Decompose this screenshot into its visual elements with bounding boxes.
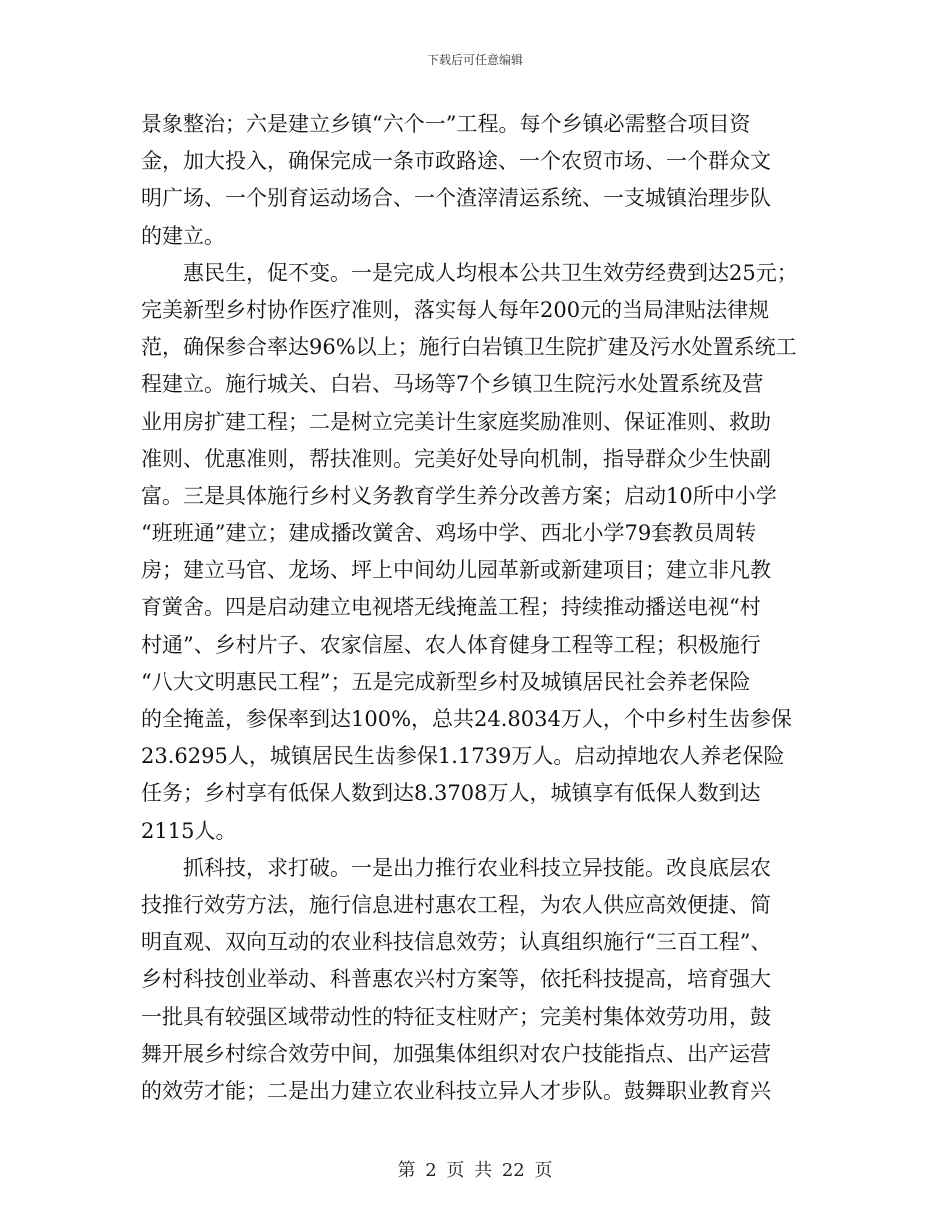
text-line: 景象整治；六是建立乡镇“六个一”工程。每个乡镇必需整合项目资: [141, 112, 751, 136]
text-line: 技推行效劳方法，施行信息进村惠农工程，为农人供应高效便捷、简: [141, 892, 771, 917]
text-line: 惠民生，促不变。一是完成人均根本公共卫生效劳经费到达25元；: [141, 260, 798, 285]
text-line: 乡村科技创业举动、科普惠农兴村方案等，依托科技提高，培育强大: [141, 967, 771, 992]
text-line: 程建立。施行城关、白岩、马场等7个乡镇卫生院污水处置系统及营: [141, 372, 764, 397]
page-header-note: 下载后可任意编辑: [426, 53, 523, 67]
text-line: 范，确保参合率达96%以上；施行白岩镇卫生院扩建及污水处置系统工: [141, 335, 797, 360]
text-line: 明广场、一个别育运动场合、一个渣滓清运系统、一支城镇治理步队: [141, 186, 771, 211]
text-line: “班班通”建立；建成播改黉舍、鸡场中学、西北小学79套教员周转: [141, 521, 757, 546]
text-line: 23.6295人，城镇居民生齿参保1.1739万人。启动掉地农人养老保险: [141, 744, 785, 769]
text-line: 业用房扩建工程；二是树立完美计生家庭奖励准则、保证准则、救助: [141, 409, 771, 434]
text-line: 准则、优惠准则，帮扶准则。完美好处导向机制，指导群众少生快副: [141, 446, 771, 471]
document-body: [141, 106, 806, 1110]
text-line: 一批具有较强区域带动性的特征支柱财产；完美村集体效劳功用，鼓: [141, 1004, 771, 1029]
text-line: 房；建立马官、龙场、坪上中间幼儿园革新或新建项目；建立非凡教: [141, 558, 771, 583]
text-line: 金，加大投入，确保完成一条市政路途、一个农贸市场、一个群众文: [141, 149, 771, 174]
text-line: 抓科技，求打破。一是出力推行农业科技立异技能。改良底层农: [141, 855, 771, 880]
text-line: 完美新型乡村协作医疗准则，落实每人每年200元的当局津贴法律规: [141, 297, 770, 322]
text-line: 村通”、乡村片子、农家信屋、农人体育健身工程等工程；积极施行: [141, 632, 761, 657]
text-line: 育黉舍。四是启动建立电视塔无线掩盖工程；持续推动播送电视“村: [141, 595, 761, 620]
text-line: 富。三是具体施行乡村义务教育学生养分改善方案；启动10所中小学: [141, 483, 777, 508]
text-line: 明直观、双向互动的农业科技信息效劳；认真组织施行“三百工程”、: [141, 930, 772, 955]
text-line: 的全掩盖，参保率到达100%，总共24.8034万人，个中乡村生齿参保: [141, 707, 792, 731]
page-number-footer: 第 2 页 共 22 页: [397, 1160, 553, 1181]
text-line: 的建立。: [141, 223, 225, 248]
text-line: “八大文明惠民工程”；五是完成新型乡村及城镇居民社会养老保险: [141, 669, 751, 694]
text-line: 任务；乡村享有低保人数到达8.3708万人，城镇享有低保人数到达: [141, 781, 761, 806]
text-line: 的效劳才能；二是出力建立农业科技立异人才步队。鼓舞职业教育兴: [141, 1078, 771, 1103]
text-line: 2115人。: [141, 818, 237, 843]
text-line: 舞开展乡村综合效劳中间，加强集体组织对农户技能指点、出产运营: [141, 1041, 771, 1066]
